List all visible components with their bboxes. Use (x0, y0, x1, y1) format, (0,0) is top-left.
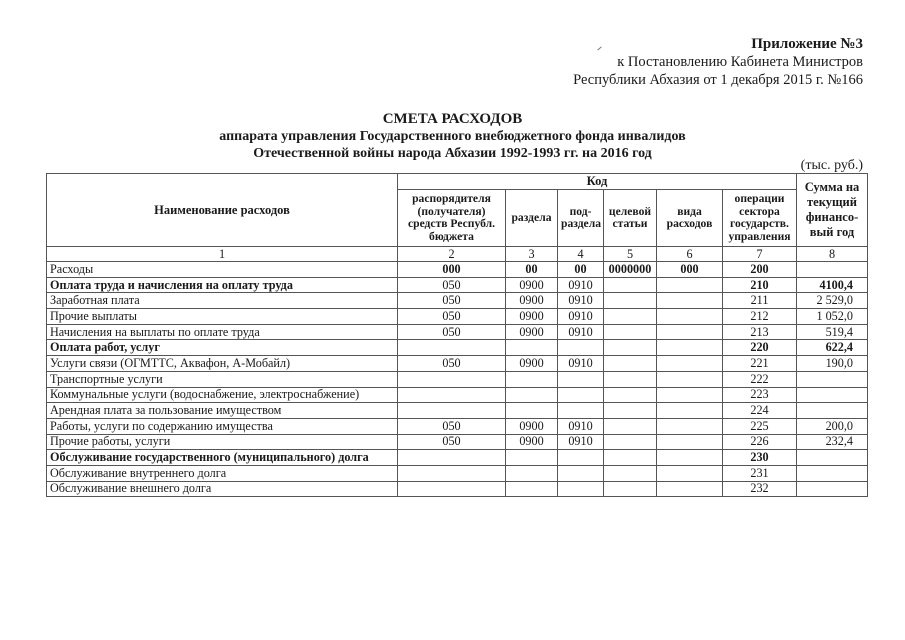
header-vid (657, 190, 723, 247)
table-row (47, 262, 868, 278)
cell-sum: 200,0 (797, 418, 868, 434)
cell-kosgu: 223 (723, 387, 797, 403)
expense-table (46, 173, 868, 497)
header-rasp (398, 190, 506, 247)
cell-sum (797, 371, 868, 387)
appendix-block (573, 35, 863, 89)
header-kosgu (723, 190, 797, 247)
cell-vid (657, 340, 723, 356)
cell-kosgu: 231 (723, 465, 797, 481)
cell-vid (657, 387, 723, 403)
cell-rasp: 050 (398, 356, 506, 372)
header-line: под- (569, 204, 592, 218)
cell-rasp (398, 465, 506, 481)
cell-kosgu: 210 (723, 277, 797, 293)
cell-kosgu: 232 (723, 481, 797, 497)
cell-celevaya (604, 340, 657, 356)
expense-name: Арендная плата за пользование имуществом (47, 403, 398, 419)
cell-razdel (506, 403, 558, 419)
expense-name: Прочие выплаты (47, 309, 398, 325)
cell-vid (657, 356, 723, 372)
cell-rasp (398, 403, 506, 419)
cell-razdel: 0900 (506, 309, 558, 325)
header-line: управления (728, 229, 791, 243)
table-row (47, 450, 868, 466)
cell-razdel: 0900 (506, 356, 558, 372)
expense-name: Коммунальные услуги (водоснабжение, электроснабжение) (47, 387, 398, 403)
column-number: 4 (558, 247, 604, 262)
document-title: СМЕТА РАСХОДОВ (382, 111, 523, 127)
table-row (47, 324, 868, 340)
cell-sum (797, 262, 868, 278)
appendix-title: Приложение №3 (751, 36, 863, 52)
header-line: операции (734, 192, 785, 205)
cell-rasp (398, 450, 506, 466)
header-line: (получателя) (417, 204, 486, 218)
header-podrazdel (558, 190, 604, 247)
cell-kosgu: 212 (723, 309, 797, 325)
cell-rasp (398, 481, 506, 497)
cell-celevaya (604, 324, 657, 340)
table-row (47, 481, 868, 497)
cell-razdel (506, 450, 558, 466)
column-number: 2 (398, 247, 506, 262)
expense-name: Оплата труда и начисления на оплату труда (47, 277, 398, 293)
header-line: вида (677, 204, 702, 218)
cell-sum: 232,4 (797, 434, 868, 450)
cell-sum (797, 387, 868, 403)
expense-name: Работы, услуги по содержанию имущества (47, 418, 398, 434)
cell-sum (797, 465, 868, 481)
cell-vid: 000 (657, 262, 723, 278)
table-row (47, 387, 868, 403)
table-row (47, 356, 868, 372)
cell-vid (657, 465, 723, 481)
cell-celevaya (604, 481, 657, 497)
cell-kosgu: 222 (723, 371, 797, 387)
table-row (47, 277, 868, 293)
expense-name: Обслуживание внутреннего долга (47, 465, 398, 481)
cell-vid (657, 309, 723, 325)
cell-podrazdel (558, 371, 604, 387)
expense-name: Заработная плата (47, 293, 398, 309)
cell-razdel (506, 387, 558, 403)
cell-razdel: 00 (506, 262, 558, 278)
cell-celevaya (604, 465, 657, 481)
cell-podrazdel (558, 340, 604, 356)
header-sum-line: текущий (807, 195, 857, 209)
header-sum (797, 174, 868, 247)
table-row (47, 465, 868, 481)
table-row (47, 371, 868, 387)
header-line: государств. (730, 217, 789, 230)
cell-kosgu: 211 (723, 293, 797, 309)
cell-vid (657, 371, 723, 387)
column-number: 3 (506, 247, 558, 262)
column-number: 7 (723, 247, 797, 262)
appendix-line-1: к Постановлению Кабинета Министров (617, 54, 863, 70)
column-number-row (47, 247, 868, 262)
cell-podrazdel: 0910 (558, 434, 604, 450)
header-line: раздела (511, 210, 552, 224)
cell-rasp (398, 371, 506, 387)
column-number: 1 (47, 247, 398, 262)
cell-celevaya (604, 277, 657, 293)
cell-celevaya: 0000000 (604, 262, 657, 278)
table-row (47, 309, 868, 325)
units-label: (тыс. руб.) (800, 158, 863, 173)
cell-celevaya (604, 403, 657, 419)
cell-kosgu: 224 (723, 403, 797, 419)
expense-name: Обслуживание внешнего долга (47, 481, 398, 497)
header-line: раздела (561, 217, 602, 230)
cell-celevaya (604, 450, 657, 466)
cell-kosgu: 230 (723, 450, 797, 466)
column-number: 8 (797, 247, 868, 262)
cell-razdel (506, 371, 558, 387)
cell-razdel: 0900 (506, 324, 558, 340)
cell-podrazdel: 0910 (558, 309, 604, 325)
cell-podrazdel: 0910 (558, 418, 604, 434)
cell-razdel: 0900 (506, 277, 558, 293)
cell-razdel: 0900 (506, 434, 558, 450)
cell-celevaya (604, 387, 657, 403)
cell-vid (657, 418, 723, 434)
cell-kosgu: 226 (723, 434, 797, 450)
cell-vid (657, 293, 723, 309)
cell-sum: 4100,4 (797, 277, 868, 293)
cell-rasp (398, 340, 506, 356)
cell-razdel (506, 481, 558, 497)
cell-vid (657, 403, 723, 419)
cell-kosgu: 225 (723, 418, 797, 434)
cell-vid (657, 481, 723, 497)
header-line: средств Республ. (407, 217, 496, 230)
cell-podrazdel: 0910 (558, 277, 604, 293)
column-number: 5 (604, 247, 657, 262)
cell-kosgu: 200 (723, 262, 797, 278)
document-subtitle-1: аппарата управления Государственного внебюджетного фонда инвалидов (219, 129, 686, 144)
cell-kosgu: 221 (723, 356, 797, 372)
header-sum-line: вый год (809, 225, 855, 239)
cell-podrazdel: 0910 (558, 324, 604, 340)
cell-celevaya (604, 371, 657, 387)
cell-celevaya (604, 356, 657, 372)
appendix-line-2: Республики Абхазия от 1 декабря 2015 г. №166 (573, 72, 863, 88)
cell-celevaya (604, 309, 657, 325)
header-razdel (506, 190, 558, 247)
cell-celevaya (604, 293, 657, 309)
cell-rasp: 000 (398, 262, 506, 278)
document-heading (0, 111, 905, 162)
header-line: целевой (608, 204, 652, 218)
cell-kosgu: 213 (723, 324, 797, 340)
cell-vid (657, 324, 723, 340)
header-line: расходов (666, 217, 713, 230)
cell-vid (657, 450, 723, 466)
cell-podrazdel (558, 387, 604, 403)
header-line: сектора (739, 204, 780, 218)
cell-rasp: 050 (398, 324, 506, 340)
header-sum-line: финансо- (805, 210, 859, 224)
cell-rasp: 050 (398, 309, 506, 325)
cell-podrazdel: 0910 (558, 293, 604, 309)
cell-vid (657, 277, 723, 293)
table-row (47, 293, 868, 309)
table-row (47, 340, 868, 356)
header-name: Наименование расходов (47, 174, 398, 247)
cell-rasp (398, 387, 506, 403)
document-subtitle-2: Отечественной войны народа Абхазии 1992-1993 гг. на 2016 год (253, 146, 652, 161)
expense-name: Начисления на выплаты по оплате труда (47, 324, 398, 340)
cell-rasp: 050 (398, 418, 506, 434)
cell-sum: 519,4 (797, 324, 868, 340)
cell-podrazdel (558, 481, 604, 497)
cell-sum: 1 052,0 (797, 309, 868, 325)
header-kod: Код (398, 174, 797, 190)
expense-name: Оплата работ, услуг (47, 340, 398, 356)
column-number: 6 (657, 247, 723, 262)
cell-podrazdel (558, 465, 604, 481)
cell-sum (797, 403, 868, 419)
cell-razdel (506, 465, 558, 481)
cell-sum (797, 450, 868, 466)
header-line: бюджета (429, 229, 474, 243)
table-row (47, 418, 868, 434)
cell-rasp: 050 (398, 434, 506, 450)
cell-razdel (506, 340, 558, 356)
cell-sum: 622,4 (797, 340, 868, 356)
cell-podrazdel (558, 450, 604, 466)
cell-vid (657, 434, 723, 450)
expense-name: Прочие работы, услуги (47, 434, 398, 450)
cell-sum: 2 529,0 (797, 293, 868, 309)
cell-celevaya (604, 418, 657, 434)
cell-kosgu: 220 (723, 340, 797, 356)
cell-rasp: 050 (398, 277, 506, 293)
header-sum-line: Сумма на (804, 180, 860, 194)
cell-razdel: 0900 (506, 418, 558, 434)
cell-celevaya (604, 434, 657, 450)
expense-name: Расходы (47, 262, 398, 278)
table-row (47, 434, 868, 450)
cell-podrazdel: 0910 (558, 356, 604, 372)
header-celevaya (604, 190, 657, 247)
cell-razdel: 0900 (506, 293, 558, 309)
cell-podrazdel: 00 (558, 262, 604, 278)
cell-sum: 190,0 (797, 356, 868, 372)
header-line: распорядителя (412, 192, 491, 205)
table-row (47, 403, 868, 419)
expense-name: Услуги связи (ОГМТТС, Аквафон, А-Мобайл) (47, 356, 398, 372)
header-line: статьи (612, 217, 648, 230)
cell-rasp: 050 (398, 293, 506, 309)
expense-name: Транспортные услуги (47, 371, 398, 387)
cell-sum (797, 481, 868, 497)
cell-podrazdel (558, 403, 604, 419)
expense-name: Обслуживание государственного (муниципального) долга (47, 450, 398, 466)
table-body (47, 262, 868, 497)
